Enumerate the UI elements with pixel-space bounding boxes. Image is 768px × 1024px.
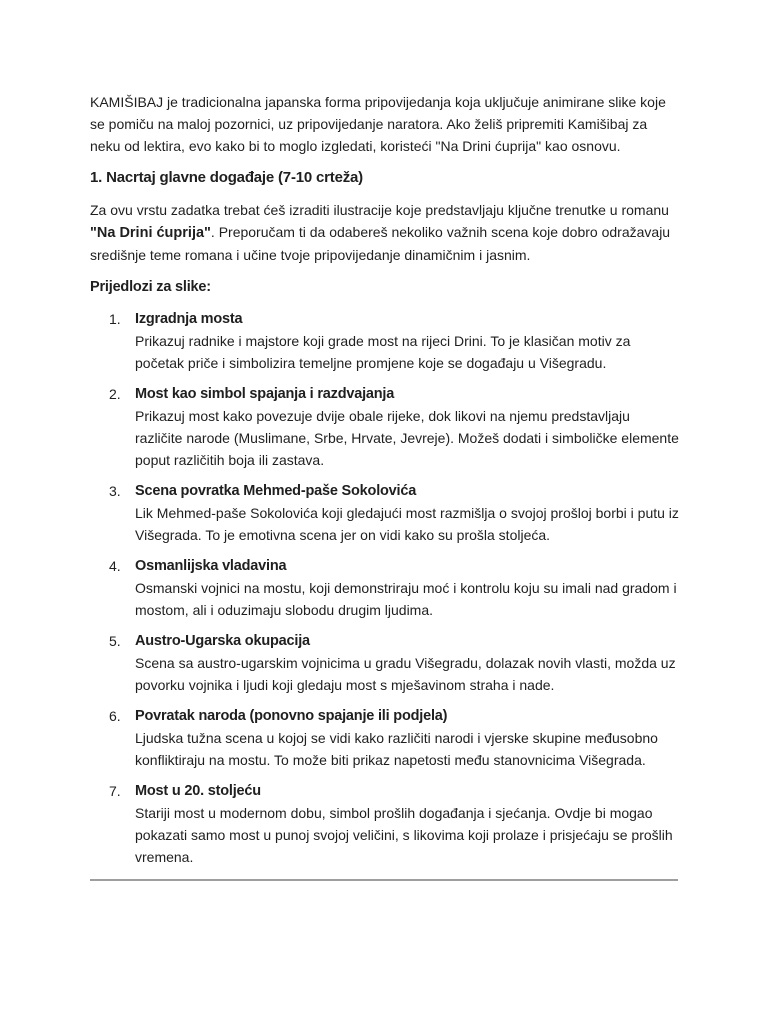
list-item-number: 4. [109, 558, 121, 574]
list-item-title: Scena povratka Mehmed-paše Sokolovića [135, 483, 417, 499]
horizontal-rule [90, 879, 678, 881]
section-heading: 1. Nacrtaj glavne događaje (7-10 crteža) [90, 169, 363, 186]
section-paragraph [90, 199, 680, 266]
suggestions-list [90, 308, 680, 868]
list-item-title: Most kao simbol spajanja i razdvajanja [135, 386, 395, 402]
document-page [90, 91, 680, 877]
list-item [90, 480, 680, 546]
list-item-number: 6. [109, 708, 121, 724]
list-item-number: 2. [109, 386, 121, 402]
suggestions-heading: Prijedlozi za slike: [90, 279, 211, 295]
intro-paragraph: KAMIŠIBAJ je tradicionalna japanska forma pripovijedanja koja uključuje animirane slike koje se pomiču na maloj pozornici, uz pripovijedanje naratora. Ako želiš pripremiti Kamišibaj za neku od lektira, evo kako bi to moglo izgledati, koristeći "Na Drini ćuprija" kao osnovu. [90, 94, 666, 154]
list-item-description: Prikazuj radnike i majstore koji grade most na rijeci Drini. To je klasičan motiv za početak priče i simbolizira temeljne promjene koje se događaju u Višegradu. [135, 333, 631, 371]
list-item-description: Prikazuj most kako povezuje dvije obale rijeke, dok likovi na njemu predstavljaju različite narode (Muslimane, Srbe, Hrvate, Jevreje). Možeš dodati i simboličke elemente poput različitih boja ili zastava. [135, 408, 679, 468]
section-text-end: . Preporučam ti da odabereš nekoliko važnih scena koje dobro odražavaju središnje teme romana i učine tvoje pripovijedanje dinamičnim i jasnim. [90, 224, 671, 263]
list-item-description: Ljudska tužna scena u kojoj se vidi kako različiti narodi i vjerske skupine međusobno konfliktiraju na mostu. To može biti prikaz napetosti među stanovnicima Višegrada. [135, 730, 658, 768]
novel-title: "Na Drini ćuprija" [90, 225, 211, 241]
list-item-title: Austro-Ugarska okupacija [135, 633, 310, 649]
list-item [90, 308, 680, 374]
list-item [90, 555, 680, 621]
list-item-title: Povratak naroda (ponovno spajanje ili podjela) [135, 708, 448, 724]
list-item [90, 383, 680, 471]
list-item-description: Lik Mehmed-paše Sokolovića koji gledajući most razmišlja o svojoj prošloj borbi i putu iz Višegrada. To je emotivna scena jer on vidi kako su prošla stoljeća. [135, 505, 679, 543]
list-item-title: Osmanlijska vladavina [135, 558, 287, 574]
list-item-description: Osmanski vojnici na mostu, koji demonstriraju moć i kontrolu koju su imali nad gradom i mostom, ali i oduzimaju slobodu drugim ljudima. [135, 580, 677, 618]
list-item-title: Izgradnja mosta [135, 311, 243, 327]
list-item-number: 3. [109, 483, 121, 499]
list-item-number: 7. [109, 783, 121, 799]
list-item-number: 5. [109, 633, 121, 649]
list-item [90, 705, 680, 771]
list-item-description: Stariji most u modernom dobu, simbol prošlih događanja i sjećanja. Ovdje bi mogao pokazati samo most u punoj svojoj veličini, s likovima koji prolaze i prisjećaju se prošlih vremena. [135, 805, 673, 865]
list-item-number: 1. [109, 311, 121, 327]
list-item [90, 780, 680, 868]
section-text-start: Za ovu vrstu zadatka trebat ćeš izraditi ilustracije koje predstavljaju ključne trenutke u romanu [90, 202, 669, 218]
list-item-title: Most u 20. stoljeću [135, 783, 261, 799]
list-item [90, 630, 680, 696]
list-item-description: Scena sa austro-ugarskim vojnicima u gradu Višegradu, dolazak novih vlasti, možda uz povorku vojnika i ljudi koji gledaju most s mješavinom straha i nade. [135, 655, 676, 693]
